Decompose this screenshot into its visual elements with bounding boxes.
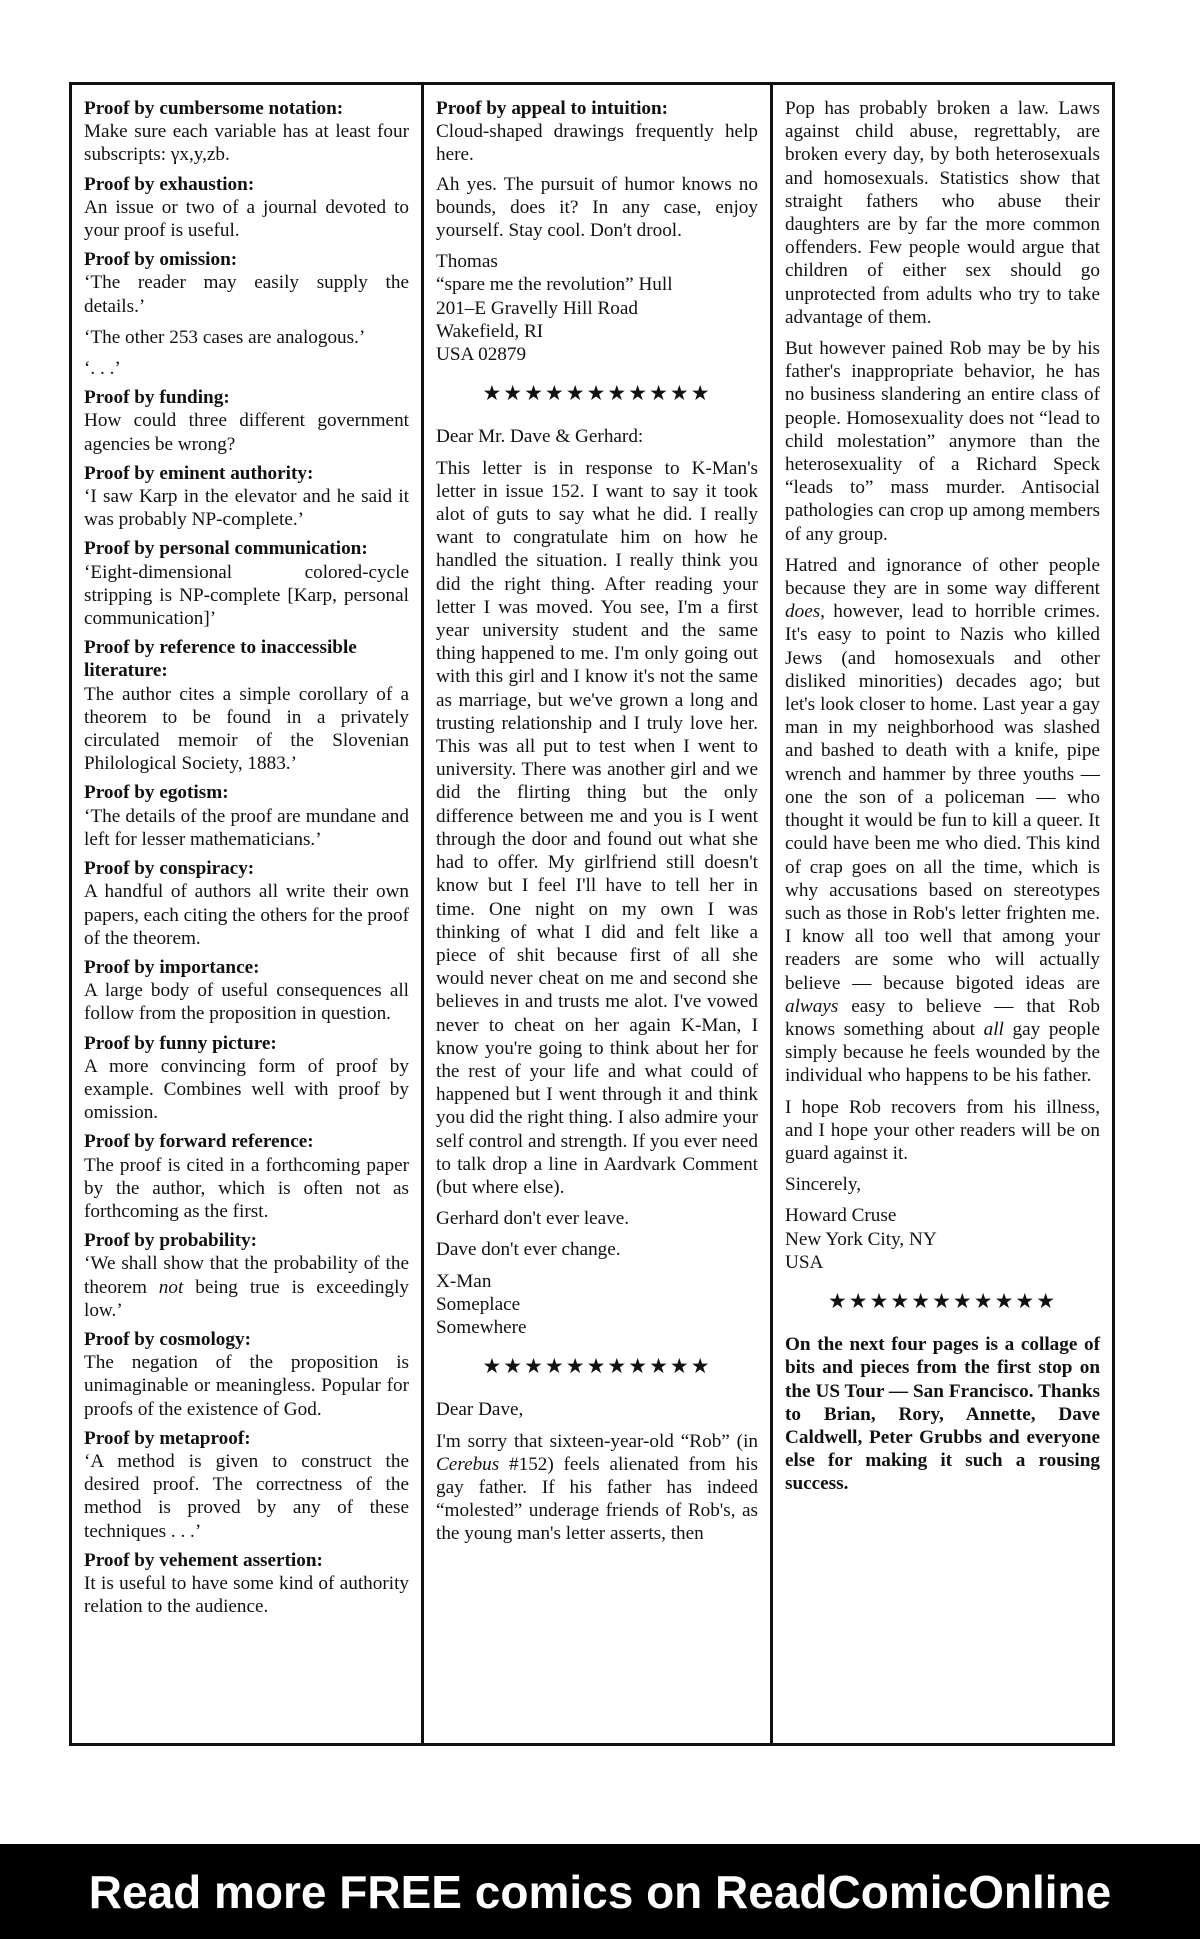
proof-body: Cloud-shaped drawings frequently help here. [436, 121, 758, 166]
proof-body: Make sure each variable has at least four subscripts: γx,y,zb. [84, 121, 409, 166]
proof-entry [84, 537, 409, 630]
letter-paragraph: But however pained Rob may be by his father's inappropriate behavior, he has no business slandering an entire class of people. Homosexuality does not “lead to child molestation” anymore than the heterosexuality of a Richard Speck “leads to” mass murder. Antisocial pathologies can crop up among members of any group. [785, 338, 1100, 545]
signature-line: 201–E Gravelly Hill Road [436, 297, 638, 319]
proof-heading: Proof by importance: [84, 956, 260, 978]
proof-entry [84, 956, 409, 1026]
letter-body [436, 1430, 758, 1546]
proof-heading: Proof by conspiracy: [84, 858, 255, 880]
proof-body: ‘A method is given to construct the desired proof. The correctness of the method is proved by any of these techniques . . .’ [84, 1450, 409, 1542]
signature-line: “spare me the revolution” Hull [436, 274, 673, 296]
letter-text: however, lead to horrible crimes. It's easy to point to Nazis who killed Jews (and homosexuals and other disliked minorities) decades ago; but let's look closer to home. Last year a gay man in my neighborhood was slashed and bashed to death with a knife, pipe wrench and hammer by three youths — one the son of a policeman — who thought it would be fun to kill a queer. It could have been me who died. This kind of crap goes on all the time, which is why accusations based on stereotypes such as those in Rob's letter frighten me. I know all too well that among your readers are some who will actually believe — because bigoted ideas are [785, 601, 1100, 994]
proof-entry [84, 97, 409, 167]
proof-entry [84, 781, 409, 851]
signature-line: Wakefield, RI [436, 320, 544, 342]
letter-text: easy to believe — that Rob knows something about [785, 995, 1100, 1040]
signature-line: New York City, NY [785, 1228, 937, 1250]
proof-entry [84, 1549, 409, 1619]
signature-xman [436, 1270, 758, 1340]
signature-line: Howard Cruse [785, 1205, 897, 1227]
letter-paragraph [785, 554, 1100, 1088]
proof-entry [84, 1130, 409, 1223]
signature-line: Thomas [436, 251, 498, 273]
proof-entry [84, 1229, 409, 1322]
promo-banner[interactable] [0, 1844, 1200, 1939]
proof-body: The proof is cited in a forthcoming paper by the author, which is often not as forthcoming as the first. [84, 1154, 409, 1222]
proof-body: ‘We shall show that the probability of the theorem [84, 1253, 409, 1298]
proof-body-extra: ‘. . .’ [84, 358, 121, 380]
proof-heading: Proof by metaproof: [84, 1427, 251, 1449]
signature-thomas [436, 250, 758, 366]
signature-line: Someplace [436, 1293, 521, 1315]
proof-body: A large body of useful consequences all follow from the proposition in question. [84, 980, 409, 1025]
letter-body: This letter is in response to K-Man's letter in issue 152. I want to say it took alot of guts to say what he did. I really want to congratulate him on how he handled the situation. I really think you did the right thing. After reading your letter I was moved. You see, I'm a first year university student and the same thing happened to me. I'm only going out with this girl and I know it's not the same as marriage, but we've grown a long and trusting relationship and I truly love her. This was all put to test when I went to university. There was another girl and we did the flirting thing but the only difference between me and you is I went through the door and found out what she had to offer. My girlfriend still doesn't know but I feel I'll have to tell her in time. One night on my own I was thinking of what I did and felt like a piece of shit because first of all she would never cheat on me and second she believes in and trusts me alot. I've vowed never to cheat on her again K-Man, I know you're going to think about her for the rest of your life and what could of happened but I went through it and think you did the right thing. I also admire your self control and strength. If you ever need to talk drop a line in Aardvark Comment (but where else). [436, 457, 758, 1198]
proof-heading: Proof by forward reference: [84, 1131, 314, 1153]
editor-reply: Ah yes. The pursuit of humor knows no bounds, does it? In any case, enjoy yourself. Stay cool. Don't drool. [436, 173, 758, 242]
letter-paragraph: Pop has probably broken a law. Laws against child abuse, regrettably, are broken every day, by both heterosexuals and homosexuals. Statistics show that straight fathers who abuse their daughters are by far the more common offenders. Few people would argue that children of either sex should go unprotected from adults who try to take advantage of them. [785, 98, 1100, 328]
signature-cruse [785, 1204, 1100, 1274]
proof-body: A more convincing form of proof by example. Combines well with proof by omission. [84, 1055, 409, 1124]
proof-heading: Proof by funding: [84, 387, 230, 409]
proof-body: The negation of the proposition is unimaginable or meaningless. Popular for proofs of the existence of God. [84, 1352, 409, 1420]
proof-entry [84, 248, 409, 380]
proof-heading: Proof by exhaustion: [84, 173, 255, 195]
proof-entry [84, 636, 409, 775]
proof-heading: Proof by omission: [84, 249, 238, 271]
proof-heading: Proof by personal communication: [84, 538, 368, 560]
proof-heading: Proof by egotism: [84, 782, 229, 804]
letter-salutation: Dear Dave, [436, 1399, 524, 1421]
column-letter-continued [773, 85, 1112, 1743]
star-divider: ★★★★★★★★★★★ [827, 1288, 1058, 1313]
letters-page [69, 82, 1115, 1746]
proof-body-extra: ‘The other 253 cases are analogous.’ [84, 326, 366, 348]
signature-line: USA [785, 1251, 824, 1273]
proof-body: How could three different government agencies be wrong? [84, 410, 409, 455]
proof-body: ‘Eight-dimensional colored-cycle stripping is NP-complete [Karp, personal communication]’ [84, 561, 409, 630]
proof-heading: Proof by cumbersome notation: [84, 98, 344, 119]
proof-entry [84, 1032, 409, 1125]
proof-body: ‘I saw Karp in the elevator and he said it was probably NP-complete.’ [84, 486, 409, 531]
proof-entry [84, 1328, 409, 1421]
proof-body: being true is exceedingly low.’ [84, 1276, 409, 1321]
closing-note: On the next four pages is a collage of bits and pieces from the first stop on the US Tour — San Francisco. Thanks to Brian, Rory, Annette, Dave Caldwell, Peter Grubbs and everyone else for making it such a rousing success. [785, 1334, 1100, 1495]
proof-body: An issue or two of a journal devoted to your proof is useful. [84, 196, 409, 242]
proof-heading: Proof by reference to inaccessible literature: [84, 637, 357, 682]
proof-entry [84, 857, 409, 950]
proof-heading: Proof by probability: [84, 1230, 258, 1252]
column-letters [424, 85, 773, 1743]
letter-italic: Cerebus [436, 1453, 500, 1475]
letter-text: gay people simply because he feels wounded by the individual who happens to be his father. [785, 1018, 1100, 1087]
signature-line: Somewhere [436, 1316, 527, 1338]
proof-body: It is useful to have some kind of authority relation to the audience. [84, 1572, 409, 1618]
signature-line: USA 02879 [436, 344, 527, 366]
proof-body: A handful of authors all write their own papers, each citing the others for the proof of the theorem. [84, 881, 409, 949]
letter-line: Gerhard don't ever leave. [436, 1208, 630, 1230]
proof-heading: Proof by cosmology: [84, 1328, 251, 1350]
letter-salutation: Dear Mr. Dave & Gerhard: [436, 426, 644, 448]
proof-entry [84, 386, 409, 456]
letter-italic: does, [785, 601, 825, 623]
letter-signoff: Sincerely, [785, 1174, 862, 1196]
proof-body: ‘The reader may easily supply the details.’ [84, 272, 409, 317]
proof-entry [84, 173, 409, 243]
proof-entry [436, 97, 758, 167]
proof-body: ‘The details of the proof are mundane and left for lesser mathematicians.’ [84, 805, 409, 850]
signature-line: X-Man [436, 1270, 492, 1292]
column-proof-list [72, 85, 424, 1743]
promo-banner-text[interactable]: Read more FREE comics on ReadComicOnline [88, 1865, 1112, 1918]
proof-body-italic: not [158, 1276, 184, 1298]
proof-heading: Proof by appeal to intuition: [436, 98, 669, 119]
star-divider: ★★★★★★★★★★★ [482, 381, 712, 406]
letter-text: I'm sorry that sixteen-year-old “Rob” (in [436, 1430, 758, 1452]
star-divider: ★★★★★★★★★★★ [482, 1354, 712, 1379]
proof-entry [84, 462, 409, 532]
letter-line: Dave don't ever change. [436, 1239, 621, 1261]
proof-heading: Proof by funny picture: [84, 1032, 277, 1054]
letter-paragraph: I hope Rob recovers from his illness, and I hope your other readers will be on guard against it. [785, 1096, 1100, 1164]
proof-heading: Proof by vehement assertion: [84, 1549, 323, 1571]
letter-text: Hatred and ignorance of other people because they are in some way different [785, 554, 1100, 600]
proof-body: The author cites a simple corollary of a theorem to be found in a privately circulated memoir of the Slovenian Philological Society, 1883.’ [84, 683, 409, 775]
proof-entry [84, 1427, 409, 1543]
letter-italic: always [785, 995, 839, 1017]
letter-italic: all [983, 1018, 1004, 1040]
proof-heading: Proof by eminent authority: [84, 462, 314, 484]
letter-text: #152) feels alienated from his gay father. If his father has indeed “molested” underage friends of Rob's, as the young man's letter asserts, then [436, 1453, 758, 1545]
